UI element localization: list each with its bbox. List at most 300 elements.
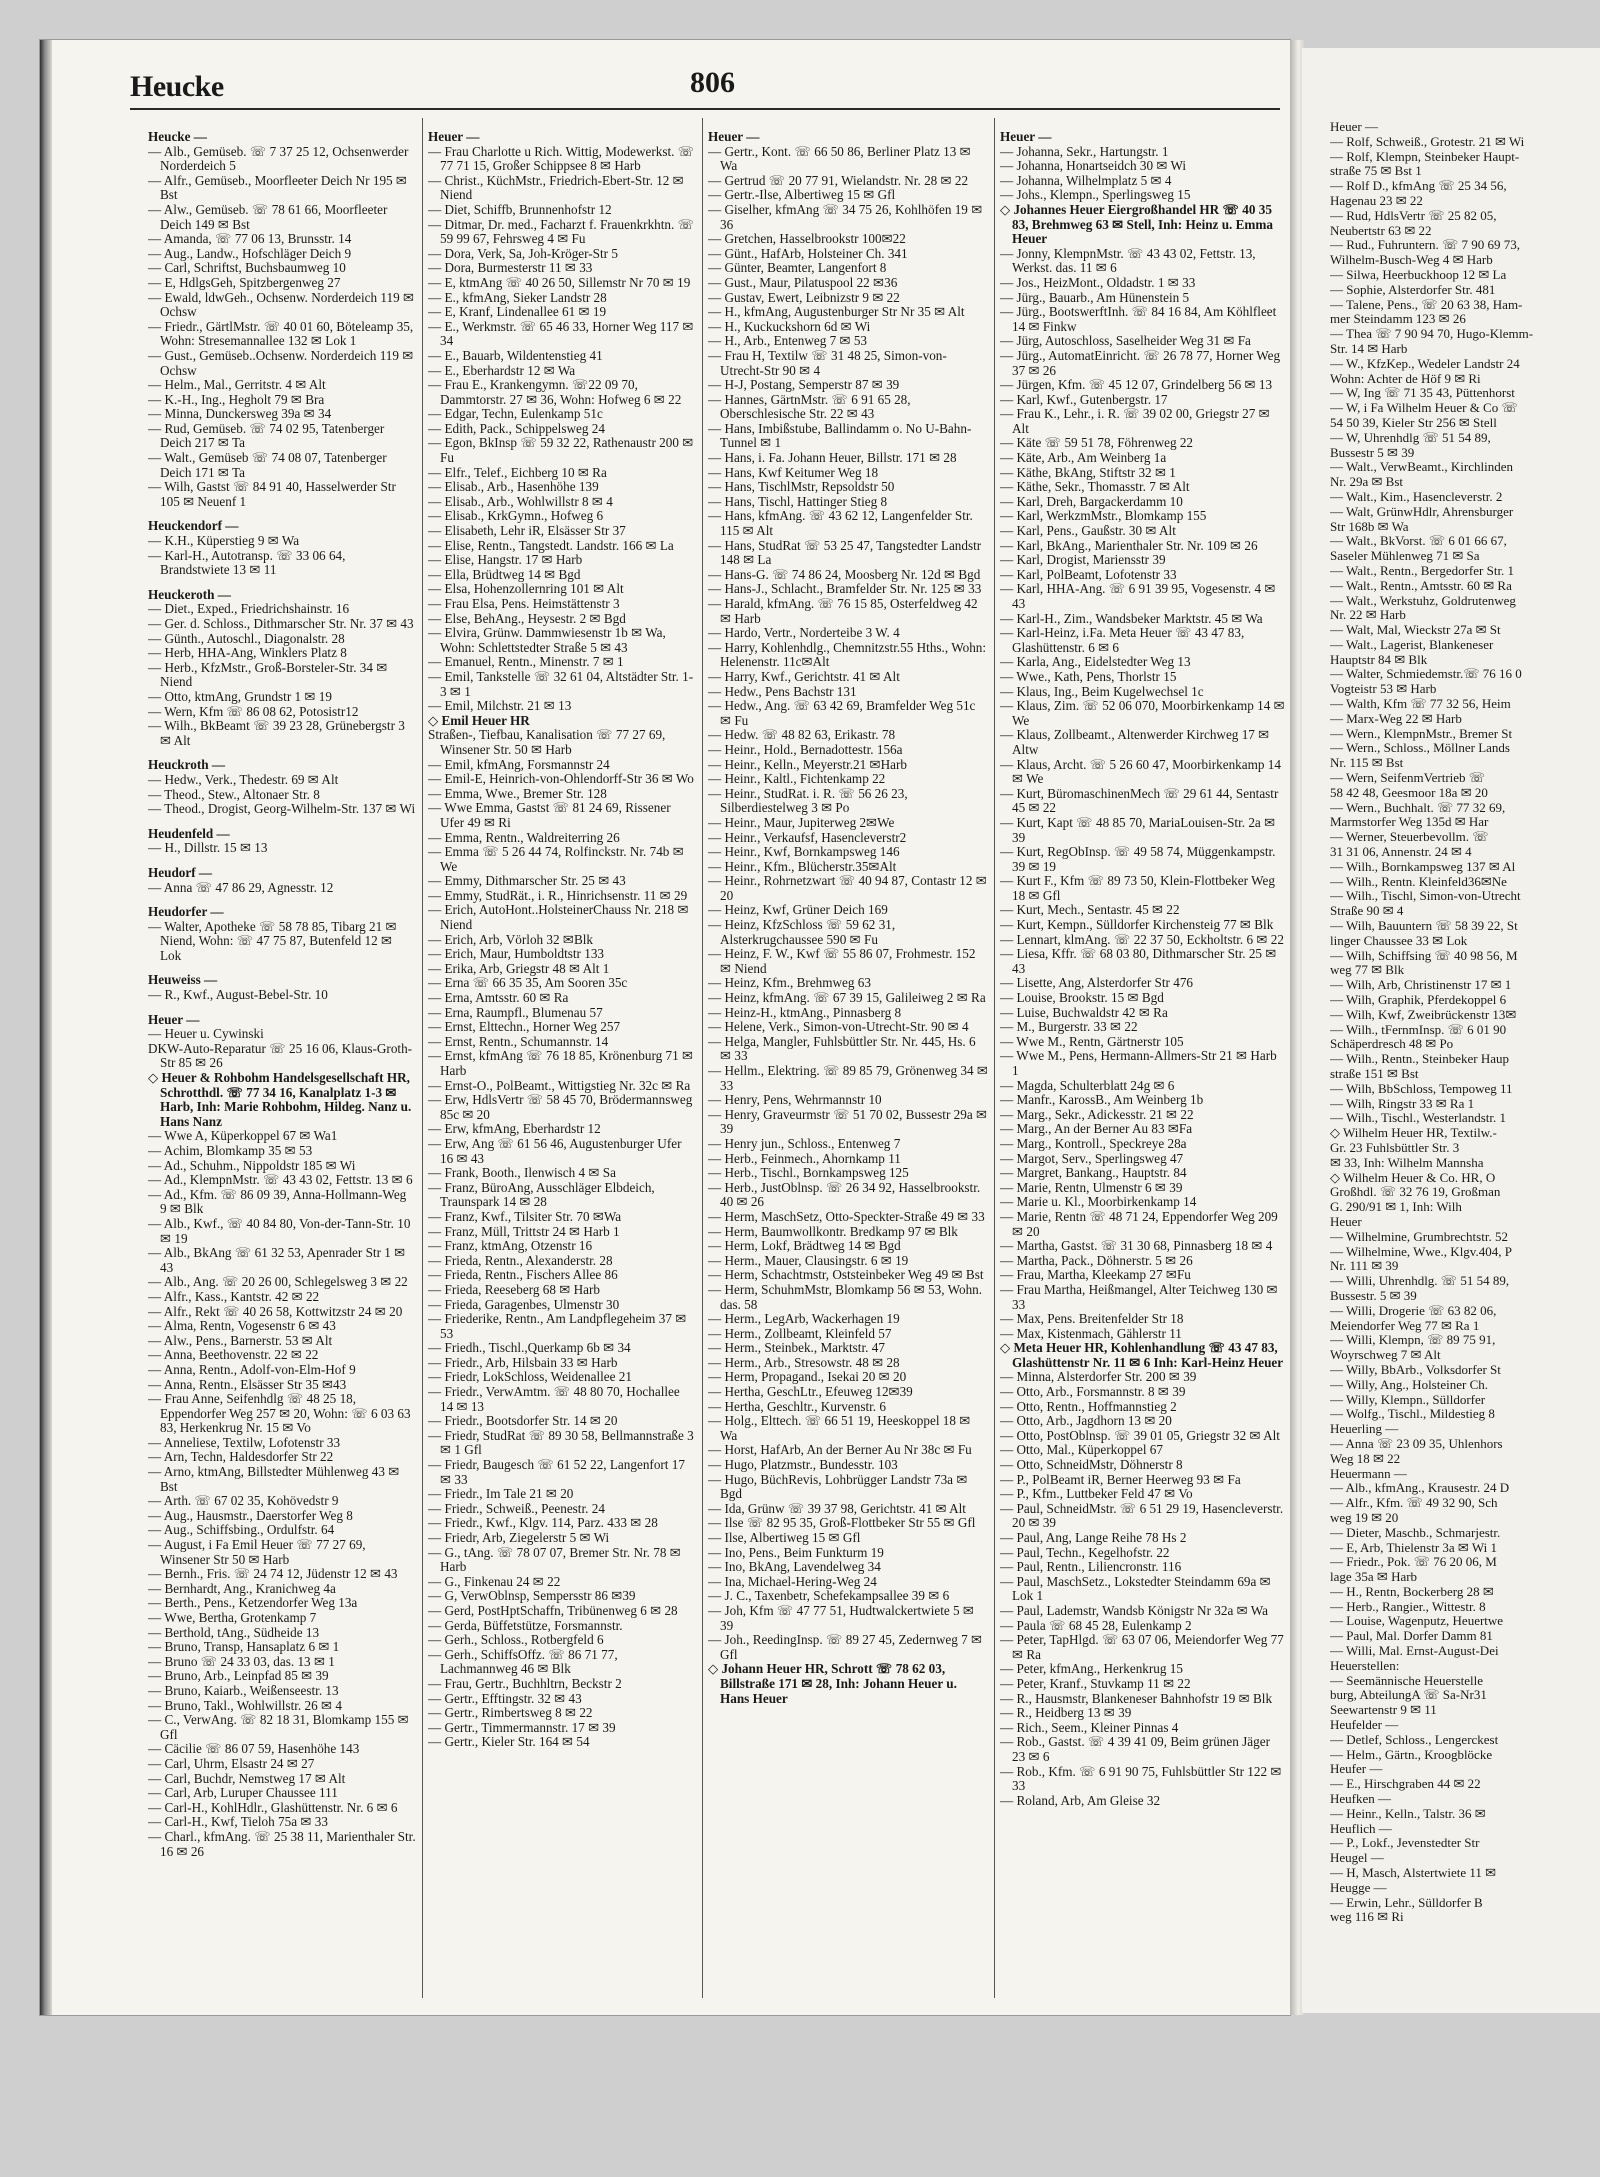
directory-entry: — Elfr., Telef., Eichberg 10 ✉ Ra xyxy=(428,464,607,480)
directory-entry: — Elise, Hangstr. 17 ✉ Harb xyxy=(428,552,583,568)
directory-entry: — Emmy, StudRät., i. R., Hinrichsenstr. 11 ✉ 29 xyxy=(428,887,688,903)
directory-entry: — Wilh., tFernmInsp. ☏ 6 01 90 xyxy=(1330,1021,1507,1037)
directory-entry: — M., Burgerstr. 33 ✉ 22 xyxy=(1000,1019,1138,1035)
directory-entry: Großhdl. ☏ 32 76 19, Großman xyxy=(1330,1184,1501,1200)
directory-entry: — Kurt, Kapt ☏ 48 85 70, MariaLouisen-Str. 2a ✉ 39 xyxy=(1000,814,1276,845)
directory-entry: — Gertr., Efftingstr. 32 ✉ 43 xyxy=(428,1690,582,1706)
page-header xyxy=(130,66,1230,110)
directory-entry: — Heinz, Kfm., Brehmweg 63 xyxy=(708,975,871,991)
directory-entry: — Wwe M., Pens, Hermann-Allmers-Str 21 ✉ Harb 1 xyxy=(1000,1048,1277,1078)
directory-entry: Heufer — xyxy=(1330,1761,1383,1777)
directory-entry: — Heinr., Kfm., Blücherstr.35✉Alt xyxy=(708,858,897,874)
directory-entry: — Ernst, Rentn., Schumannstr. 14 xyxy=(428,1033,609,1049)
directory-entry: — Marg., Sekr., Adickesstr. 21 ✉ 22 xyxy=(1000,1106,1194,1122)
directory-entry: — Achim, Blomkamp 35 ✉ 53 xyxy=(148,1143,313,1158)
directory-entry: — Martha, Gastst. ☏ 31 30 68, Pinnasberg 18 ✉ 4 xyxy=(1000,1238,1273,1254)
directory-entry: — Margret, Bankang., Hauptstr. 84 xyxy=(1000,1165,1187,1181)
directory-entry: Heufken — xyxy=(1330,1791,1392,1807)
directory-entry: — Hannes, GärtnMstr. ☏ 6 91 65 28, Oberschlesische Str. 22 ✉ 43 xyxy=(708,391,911,422)
directory-entry: — Anna ☏ 23 09 35, Uhlenhors xyxy=(1330,1435,1503,1451)
directory-entry: — Bruno ☏ 24 33 03, das. 13 ✉ 1 xyxy=(148,1653,335,1669)
directory-entry: — Diet, Schiffb, Brunnenhofstr 12 xyxy=(428,201,612,217)
directory-entry: Meiendorfer Weg 77 ✉ Ra 1 xyxy=(1330,1317,1480,1333)
directory-entry: — Wilh, Gastst ☏ 84 91 40, Hasselwerder Str 105 ✉ Neuenf 1 xyxy=(148,479,396,509)
directory-entry: Heugel — xyxy=(1330,1850,1384,1866)
directory-entry: — Otto, Arb., Jagdhorn 13 ✉ 20 xyxy=(1000,1413,1172,1429)
directory-entry: — Rud, Gemüseb. ☏ 74 02 95, Tatenberger Deich 217 ✉ Ta xyxy=(148,420,385,451)
directory-entry: — Heinr., Hold., Bernadottestr. 156a xyxy=(708,741,903,757)
directory-entry: — Carl-H., Kwf, Tieloh 75a ✉ 33 xyxy=(148,1814,328,1830)
directory-entry: Heuckroth — xyxy=(148,757,226,773)
directory-entry: — Wern., Schloss., Möllner Lands xyxy=(1330,740,1510,756)
directory-entry: — Heinr., Maur, Jupiterweg 2✉We xyxy=(708,814,895,830)
directory-entry: — Heinz, kfmAng. ☏ 67 39 15, Galileiweg 2 ✉ Ra xyxy=(708,990,986,1006)
directory-entry: — Hans, i. Fa. Johann Heuer, Billstr. 171 ✉ 28 xyxy=(708,450,957,466)
directory-entry: — Aug., Hausmstr., Daerstorfer Weg 8 xyxy=(148,1507,353,1523)
directory-entry: — Henry, Graveurmstr ☏ 51 70 02, Bussestr 29a ✉ 39 xyxy=(708,1106,988,1137)
directory-entry: — Erna ☏ 66 35 35, Am Sooren 35c xyxy=(428,975,628,991)
directory-entry: — Aug., Schiffsbing., Ordulfstr. 64 xyxy=(148,1522,335,1538)
directory-entry: Nr. 29a ✉ Bst xyxy=(1330,474,1404,490)
directory-entry: — Rob., Kfm. ☏ 6 91 90 75, Fuhlsbüttler Str 122 ✉ 33 xyxy=(1000,1763,1282,1794)
directory-entry: — Hans, kfmAng. ☏ 43 62 12, Langenfelder Str. 115 ✉ Alt xyxy=(708,508,973,539)
directory-entry: — E., Bauarb, Wildentenstieg 41 xyxy=(428,347,603,363)
directory-entry: ◇ Wilhelm Heuer & Co. HR, O xyxy=(1330,1169,1496,1185)
directory-entry: — Paul, MaschSetz., Lokstedter Steindamm 69a ✉ Lok 1 xyxy=(1000,1573,1271,1604)
directory-entry: — Rob., Gastst. ☏ 4 39 41 09, Beim grünen Jäger 23 ✉ 6 xyxy=(1000,1734,1270,1764)
directory-entry: — Friedr, Baugesch ☏ 61 52 22, Langenfort 17 ✉ 33 xyxy=(428,1457,685,1487)
directory-entry: Nr. 111 ✉ 39 xyxy=(1330,1258,1399,1274)
directory-entry: — Ad., Schuhm., Nippoldstr 185 ✉ Wi xyxy=(148,1157,356,1173)
directory-entry: — Klaus, Zim. ☏ 52 06 070, Moorbirkenkamp 14 ✉ We xyxy=(1000,698,1285,728)
directory-entry: — Alb., Ang. ☏ 20 26 00, Schlegelsweg 3 ✉ 22 xyxy=(148,1274,408,1290)
directory-entry: — Louise, Wagenputz, Heuertwe xyxy=(1330,1613,1504,1629)
directory-entry: Heucke — xyxy=(148,129,207,144)
directory-entry: Heuckendorf — xyxy=(148,518,239,534)
directory-entry: — Wilh., Rentn. Kleinfeld36✉Ne xyxy=(1330,873,1507,889)
directory-entry: — Franz, Kwf., Tilsiter Str. 70 ✉Wa xyxy=(428,1208,622,1224)
directory-entry: — Paul, SchneidMstr. ☏ 6 51 29 19, Hasencleverstr. 20 ✉ 39 xyxy=(1000,1500,1284,1531)
directory-entry: — Wilhelmine, Wwe., Klgv.404, P xyxy=(1330,1243,1512,1259)
directory-entry: ◇ Heuer & Rohbohm Handelsgesellschaft HR, Schrotthdl. ☏ 77 34 16, Kanalplatz 1-3 ✉ Harb, Inh: Marie Rohbohm, Hildeg. Nanz u. Hans Nanz xyxy=(148,1070,412,1129)
directory-entry: G. 290/91 ✉ 1, Inh: Wilh xyxy=(1330,1199,1462,1215)
directory-entry: — Martha, Pack., Döhnerstr. 5 ✉ 26 xyxy=(1000,1252,1193,1268)
directory-entry: — Rolf, Klempn, Steinbeker Haupt- xyxy=(1330,148,1520,164)
directory-entry: — Horst, HafArb, An der Berner Au Nr 38c ✉ Fu xyxy=(708,1442,972,1458)
directory-entry: — Alw., Gemüseb. ☏ 78 61 66, Moorfleeter Deich 149 ✉ Bst xyxy=(148,201,388,232)
directory-entry: — Carl, Schriftst, Buchsbaumweg 10 xyxy=(148,260,346,276)
directory-entry: — Harald, kfmAng. ☏ 76 15 85, Osterfeldweg 42 ✉ Harb xyxy=(708,596,978,626)
directory-entry: — Wwe., Kath, Pens, Thorlstr 15 xyxy=(1000,668,1177,684)
directory-entry: — Herb., Rangier., Wittestr. 8 xyxy=(1330,1598,1486,1614)
directory-entry: — Kurt, BüromaschinenMech ☏ 29 61 44, Sentastr 45 ✉ 22 xyxy=(1000,785,1279,816)
directory-entry: — Friedr., Pok. ☏ 76 20 06, M xyxy=(1330,1554,1497,1570)
directory-entry: — Karl, BkAng., Marienthaler Str. Nr. 109 ✉ 26 xyxy=(1000,537,1258,553)
directory-entry: — Friedr, Arb, Ziegelerstr 5 ✉ Wi xyxy=(428,1530,610,1545)
directory-entry: — Bruno, Takl., Wohlwillstr. 26 ✉ 4 xyxy=(148,1697,342,1713)
directory-entry: — W, i Fa Wilhelm Heuer & Co ☏ xyxy=(1330,400,1518,416)
directory-entry: — Walt., Werkstuhz, Goldrutenweg xyxy=(1330,592,1516,608)
directory-entry: — Ernst, kfmAng ☏ 76 18 85, Krönenburg 71 ✉ Harb xyxy=(428,1048,694,1078)
directory-entry: — Friederike, Rentn., Am Landpflegeheim 37 ✉ 53 xyxy=(428,1311,687,1341)
directory-entry: — Gertr., Rimbertsweg 8 ✉ 22 xyxy=(428,1705,593,1721)
directory-entry: — H., kfmAng, Augustenburger Str Nr 35 ✉ Alt xyxy=(708,304,965,320)
directory-entry: — P., PolBeamt iR, Berner Heerweg 93 ✉ Fa xyxy=(1000,1471,1241,1487)
directory-entry: — Franz, BüroAng, Ausschläger Elbdeich, Traunspark 14 ✉ 28 xyxy=(428,1179,655,1210)
directory-entry: — Sophie, Alsterdorfer Str. 481 xyxy=(1330,281,1496,297)
directory-entry: weg 116 ✉ Ri xyxy=(1330,1909,1404,1925)
directory-entry: — W, Ing ☏ 71 35 43, Püttenhorst xyxy=(1330,385,1515,401)
directory-entry: — Käte ☏ 59 51 78, Föhrenweg 22 xyxy=(1000,435,1194,451)
directory-entry: — Jürg., AutomatEinricht. ☏ 26 78 77, Horner Weg 37 ✉ 26 xyxy=(1000,347,1281,378)
directory-entry: — Erich, Arb, Vörloh 32 ✉Blk xyxy=(428,931,594,947)
directory-entry: — Alfr., Kass., Kantstr. 42 ✉ 22 xyxy=(148,1288,320,1304)
directory-entry: — Elsa, Hohenzollernring 101 ✉ Alt xyxy=(428,581,624,597)
directory-entry: — Bernh., Fris. ☏ 24 74 12, Jüdenstr 12 ✉ 43 xyxy=(148,1566,398,1582)
directory-entry: — Liesa, Kffr. ☏ 68 03 80, Dithmarscher Str. 25 ✉ 43 xyxy=(1000,946,1277,976)
directory-entry: — Ernst-O., PolBeamt., Wittigstieg Nr. 32c ✉ Ra xyxy=(428,1077,691,1093)
directory-entry: Heuer xyxy=(1330,1213,1362,1229)
directory-column-right-page xyxy=(1330,120,1600,1980)
directory-entry: — Anneliese, Textilw, Lofotenstr 33 xyxy=(148,1434,341,1450)
directory-entry: — Rich., Seem., Kleiner Pinnas 4 xyxy=(1000,1719,1179,1735)
directory-entry: — Elisab., KrkGymn., Hofweg 6 xyxy=(428,508,604,524)
directory-entry: mer Steindamm 123 ✉ 26 xyxy=(1330,311,1466,327)
directory-entry: Marmstorfer Weg 135d ✉ Har xyxy=(1330,814,1489,830)
directory-entry: — Wolfg., Tischl., Mildestieg 8 xyxy=(1330,1406,1495,1422)
directory-entry: — Kurt F., Kfm ☏ 89 73 50, Klein-Flottbeker Weg 18 ✉ Gfl xyxy=(1000,873,1275,903)
directory-column-1 xyxy=(148,120,416,2000)
directory-entry: — Klaus, Archt. ☏ 5 26 60 47, Moorbirkenkamp 14 ✉ We xyxy=(1000,756,1281,787)
directory-entry: — Louise, Brookstr. 15 ✉ Bgd xyxy=(1000,990,1164,1006)
directory-entry: — Gerh., Schloss., Rotbergfeld 6 xyxy=(428,1632,604,1648)
directory-entry: — Frieda, Rentn., Fischers Allee 86 xyxy=(428,1267,618,1283)
directory-entry: — Wilh, Schiffsing ☏ 40 98 56, M xyxy=(1330,947,1518,963)
directory-column-2 xyxy=(428,120,696,2000)
directory-entry: linger Chaussee 33 ✉ Lok xyxy=(1330,932,1468,948)
directory-entry: — Marg., Kontroll., Speckreye 28a xyxy=(1000,1135,1187,1151)
directory-entry: — Willi, Mal. Ernst-August-Dei xyxy=(1330,1643,1499,1659)
directory-entry: — Wilh., Tischl., Westerlandstr. 1 xyxy=(1330,1110,1506,1126)
directory-entry: — Joh., ReedingInsp. ☏ 89 27 45, Zedernweg 7 ✉ Gfl xyxy=(708,1632,983,1662)
directory-entry: — Friedr., Kwf., Klgv. 114, Parz. 433 ✉ 28 xyxy=(428,1515,658,1531)
directory-entry: — Giselher, kfmAng ☏ 34 75 26, Kohlhöfen 19 ✉ 36 xyxy=(708,201,983,232)
directory-entry: — Karl, Dreh, Bargackerdamm 10 xyxy=(1000,493,1183,509)
directory-entry: — Edgar, Techn, Eulenkamp 51c xyxy=(428,406,603,422)
directory-entry: — Heinz, Kwf, Grüner Deich 169 xyxy=(708,902,888,918)
directory-entry: — Luise, Buchwaldstr 42 ✉ Ra xyxy=(1000,1004,1168,1020)
directory-entry: — Ger. d. Schloss., Dithmarscher Str. Nr. 37 ✉ 43 xyxy=(148,616,414,631)
directory-entry: — Marie u. Kl., Moorbirkenkamp 14 xyxy=(1000,1194,1197,1210)
directory-entry: — Rud., Fuhruntern. ☏ 7 90 69 73, xyxy=(1330,237,1520,253)
directory-entry: — Anna, Rentn., Adolf-von-Elm-Hof 9 xyxy=(148,1361,356,1377)
directory-entry: — Karl-H., Zim., Wandsbeker Marktstr. 45 ✉ Wa xyxy=(1000,610,1263,626)
directory-entry: straße 151 ✉ Bst xyxy=(1330,1066,1419,1081)
directory-entry: — E, Kranf, Lindenallee 61 ✉ 19 xyxy=(428,304,607,320)
directory-entry: — Erika, Arb, Griegstr 48 ✉ Alt 1 xyxy=(428,960,610,976)
directory-entry: — Frau E., Krankengymn. ☏22 09 70, Dammtorstr. 27 ✉ 36, Wohn: Hofweg 6 ✉ 22 xyxy=(428,377,682,407)
directory-entry: — Jürg., Bauarb., Am Hünenstein 5 xyxy=(1000,289,1190,305)
directory-entry: Neubertstr 63 ✉ 22 xyxy=(1330,222,1432,238)
directory-entry: — Manfr., KarossB., Am Weinberg 1b xyxy=(1000,1092,1204,1108)
directory-entry: — G., tAng. ☏ 78 07 07, Bremer Str. Nr. 78 ✉ Harb xyxy=(428,1544,681,1575)
directory-entry: — Herb., Tischl., Bornkampsweg 125 xyxy=(708,1165,909,1181)
directory-entry: — Minna, Dunckersweg 39a ✉ 34 xyxy=(148,406,332,422)
directory-entry: — E, ktmAng ☏ 40 26 50, Sillemstr Nr 70 ✉ 19 xyxy=(428,274,691,290)
directory-entry: Heuer — xyxy=(1330,120,1379,134)
directory-entry: — Edith, Pack., Schippelsweg 24 xyxy=(428,420,605,436)
directory-entry: — Wilh, Arb, Christinenstr 17 ✉ 1 xyxy=(1330,977,1512,993)
directory-entry: — Gertr., Kont. ☏ 66 50 86, Berliner Platz 13 ✉ Wa xyxy=(708,143,971,174)
directory-entry: — Erw, kfmAng, Eberhardstr 12 xyxy=(428,1121,601,1137)
directory-entry: — Herm, Lokf, Brädtweg 14 ✉ Bgd xyxy=(708,1238,901,1254)
directory-entry: — Friedr., Bootsdorfer Str. 14 ✉ 20 xyxy=(428,1413,618,1429)
directory-entry: ◇ Emil Heuer HR xyxy=(428,712,530,728)
directory-entry: — Kurt, Mech., Sentastr. 45 ✉ 22 xyxy=(1000,902,1180,918)
directory-entry: — Paul, Mal. Dorfer Damm 81 xyxy=(1330,1628,1493,1644)
directory-entry: — Hugo, BüchRevis, Lohbrügger Landstr 73a ✉ Bgd xyxy=(708,1471,968,1502)
header-rule xyxy=(130,108,1280,110)
directory-entry: — K.H., Küperstieg 9 ✉ Wa xyxy=(148,533,300,549)
directory-entry: — Herm, Propagand., Isekai 20 ✉ 20 xyxy=(708,1369,907,1385)
directory-entry: Heuflich — xyxy=(1330,1820,1392,1836)
directory-entry: Woyrschweg 7 ✉ Alt xyxy=(1330,1347,1441,1363)
directory-entry: — Klaus, Ing., Beim Kugelwechsel 1c xyxy=(1000,683,1204,699)
directory-entry: — Marx-Weg 22 ✉ Harb xyxy=(1330,710,1462,726)
directory-entry: — Herm., Steinbek., Marktstr. 47 xyxy=(708,1340,885,1356)
directory-entry: Hauptstr 84 ✉ Blk xyxy=(1330,651,1428,667)
directory-entry: — Heinr., StudRat. i. R. ☏ 56 26 23, Silberdiestelweg 3 ✉ Po xyxy=(708,785,908,816)
directory-entry: — Carl, Arb, Luruper Chaussee 111 xyxy=(148,1785,338,1801)
directory-entry: — H-J, Postang, Semperstr 87 ✉ 39 xyxy=(708,377,900,393)
directory-entry: — Rolf D., kfmAng ☏ 25 34 56, xyxy=(1330,178,1507,194)
directory-entry: — G, VerwOblnsp, Sempersstr 86 ✉39 xyxy=(428,1588,636,1604)
directory-entry: — R., Kwf., August-Bebel-Str. 10 xyxy=(148,987,328,1003)
directory-entry: — Ella, Brüdtweg 14 ✉ Bgd xyxy=(428,566,581,582)
directory-entry: — Bruno, Transp, Hansaplatz 6 ✉ 1 xyxy=(148,1639,340,1655)
directory-entry: ◇ Johannes Heuer Eiergroßhandel HR ☏ 40 35 83, Brehmweg 63 ✉ Stell, Inh: Heinz u. Emma Heuer xyxy=(1000,201,1274,247)
directory-entry: — Else, BehAng., Heysestr. 2 ✉ Bgd xyxy=(428,610,626,626)
directory-entry: lage 35a ✉ Harb xyxy=(1330,1569,1418,1585)
directory-entry: — Hans, Imbißstube, Ballindamm o. No U-Bahn-Tunnel ✉ 1 xyxy=(708,420,972,451)
directory-entry: — Frau H, Textilw ☏ 31 48 25, Simon-von-Utrecht-Str 90 ✉ 4 xyxy=(708,347,947,378)
directory-entry: — Elvira, Grünw. Dammwiesenstr 1b ✉ Wa, Wohn: Schlettstedter Straße 5 ✉ 43 xyxy=(428,625,666,655)
directory-entry: Heuerstellen: xyxy=(1330,1657,1400,1673)
directory-entry: Straßen-, Tiefbau, Kanalisation ☏ 77 27 69, Winsener Str. 50 ✉ Harb xyxy=(428,727,666,757)
directory-entry: Hagenau 23 ✉ 22 xyxy=(1330,192,1423,208)
directory-entry: — E., Hirschgraben 44 ✉ 22 xyxy=(1330,1776,1481,1792)
directory-entry: — Käte, Arb., Am Weinberg 1a xyxy=(1000,450,1167,466)
directory-entry: — Rud, HdlsVertr ☏ 25 82 05, xyxy=(1330,207,1497,223)
directory-entry: — Gerh., SchiffsOffz. ☏ 86 71 77, Lachmannweg 46 ✉ Blk xyxy=(428,1646,618,1677)
directory-entry: DKW-Auto-Reparatur ☏ 25 16 06, Klaus-Groth-Str 85 ✉ 26 xyxy=(148,1040,413,1071)
directory-entry: — Gertr.-Ilse, Albertiweg 15 ✉ Gfl xyxy=(708,187,896,203)
directory-entry: ✉ 33, Inh: Wilhelm Mannsha xyxy=(1330,1154,1484,1170)
directory-entry: — Ad., Kfm. ☏ 86 09 39, Annа-Hollmann-Weg 9 ✉ Blk xyxy=(148,1186,407,1217)
directory-entry: ◇ Johann Heuer HR, Schrott ☏ 78 62 03, Billstraße 171 ✉ 28, Inh: Johann Heuer u. Hans Heuer xyxy=(708,1661,957,1706)
directory-entry: — Friedr., GärtlMstr. ☏ 40 01 60, Böteleamp 35, Wohn: Stresemannallee 132 ✉ Lok 1 xyxy=(148,318,414,349)
directory-entry: — Johs., Klempn., Sperlingsweg 15 xyxy=(1000,187,1191,203)
directory-entry: — Hertha, GeschLtr., Efeuweg 12✉39 xyxy=(708,1384,913,1400)
directory-entry: — P., Lokf., Jevenstedter Str xyxy=(1330,1835,1480,1851)
directory-entry: — Dora, Burmesterstr 11 ✉ 33 xyxy=(428,260,593,276)
directory-entry: — Herb., KfzMstr., Groß-Borsteler-Str. 34 ✉ Niend xyxy=(148,659,388,690)
directory-entry: — Herm., LegArb, Wackerhagen 19 xyxy=(708,1311,900,1327)
directory-entry: — Herm, Schachtmstr, Oststeinbeker Weg 49 ✉ Bst xyxy=(708,1267,984,1283)
directory-entry: — Wwe A, Küperkoppel 67 ✉ Wa1 xyxy=(148,1128,338,1144)
directory-entry: — Walt., Rentn., Amtsstr. 60 ✉ Ra xyxy=(1330,577,1512,593)
directory-entry: — Wilh, Ringstr 33 ✉ Ra 1 xyxy=(1330,1095,1475,1111)
directory-entry: — Herm., Mauer, Clausingstr. 6 ✉ 19 xyxy=(708,1252,909,1268)
directory-entry: — K.-H., Ing., Hegholt 79 ✉ Bra xyxy=(148,391,325,407)
directory-entry: — Frau K., Lehr., i. R. ☏ 39 02 00, Griegstr 27 ✉ Alt xyxy=(1000,406,1270,436)
directory-entry: — Holg., Elttech. ☏ 66 51 19, Heeskoppel 18 ✉ Wa xyxy=(708,1413,971,1443)
directory-entry: — Hans, StudRat ☏ 53 25 47, Tangstedter Landstr 148 ✉ La xyxy=(708,537,982,568)
directory-entry: — Peter, kfmAng., Herkenkrug 15 xyxy=(1000,1661,1183,1677)
directory-entry: — Helga, Mangler, Fuhlsbüttler Str. Nr. 445, Hs. 6 ✉ 33 xyxy=(708,1033,976,1064)
directory-entry: — Walt., VerwBeamt., Kirchlinden xyxy=(1330,459,1513,475)
directory-entry: Heudorfer — xyxy=(148,904,224,920)
directory-entry: Schäperdresch 48 ✉ Po xyxy=(1330,1036,1454,1052)
directory-entry: — Karl, Kwf., Gutenbergstr. 17 xyxy=(1000,391,1168,407)
directory-entry: — Emma, Wwe., Bremer Str. 128 xyxy=(428,785,607,801)
directory-entry: — Karla, Ang., Eidelstedter Weg 13 xyxy=(1000,654,1191,670)
column-divider xyxy=(422,118,423,1998)
directory-entry: — Herm., Arb., Stresowstr. 48 ✉ 28 xyxy=(708,1354,900,1370)
directory-entry: Str 168b ✉ Wa xyxy=(1330,518,1409,534)
directory-entry: — Paul, Rentn., Liliencronstr. 116 xyxy=(1000,1559,1182,1575)
directory-entry: Heuerling — xyxy=(1330,1421,1399,1437)
directory-entry: — Herm., Zollbeamt, Kleinfeld 57 xyxy=(708,1325,892,1341)
directory-entry: Wohn: Achter de Höf 9 ✉ Ri xyxy=(1330,370,1481,386)
directory-entry: — Alma, Rentn, Vogesenstr 6 ✉ 43 xyxy=(148,1318,336,1334)
directory-entry: Straße 90 ✉ 4 xyxy=(1330,903,1404,919)
directory-entry: — R., Hausmstr, Blankeneser Bahnhofstr 19 ✉ Blk xyxy=(1000,1690,1273,1706)
directory-entry: — Heuer u. Cywinski xyxy=(148,1026,264,1042)
directory-entry: — Frieda, Garagenbes, Ulmenstr 30 xyxy=(428,1296,620,1312)
directory-entry: — Herm, MaschSetz, Otto-Speckter-Straße 49 ✉ 33 xyxy=(708,1208,985,1224)
directory-entry: Heuckeroth — xyxy=(148,586,231,602)
directory-entry: — Günter, Beamter, Langenfort 8 xyxy=(708,260,887,276)
directory-column-3 xyxy=(708,120,988,2000)
directory-entry: — Marie, Rentn ☏ 48 71 24, Eppendorfer Weg 209 ✉ 20 xyxy=(1000,1208,1278,1239)
directory-entry: — Otto, PostOblnsp. ☏ 39 01 05, Griegstr 32 ✉ Alt xyxy=(1000,1427,1280,1443)
directory-entry: — Franz, Müll, Trittstr 24 ✉ Harb 1 xyxy=(428,1223,620,1239)
directory-entry: — Willi, Uhrenhdlg. ☏ 51 54 89, xyxy=(1330,1273,1510,1289)
directory-entry: Heuer — xyxy=(428,129,480,144)
directory-entry: — Wwe, Bertha, Grotenkamp 7 xyxy=(148,1610,317,1625)
directory-entry: — Carl-H., KohlHdlr., Glashüttenstr. Nr. 6 ✉ 6 xyxy=(148,1799,398,1815)
directory-entry: — Gustav, Ewert, Leibnizstr 9 ✉ 22 xyxy=(708,289,900,305)
directory-entry: — Otto, SchneidMstr, Döhnerstr 8 xyxy=(1000,1457,1183,1473)
directory-entry: — Christ., KüchMstr., Friedrich-Ebert-Str. 12 ✉ Niend xyxy=(428,172,684,203)
directory-entry: — Harry, Kwf., Gerichtstr. 41 ✉ Alt xyxy=(708,668,900,684)
directory-entry: — Ino, Pens., Beim Funkturm 19 xyxy=(708,1544,884,1560)
directory-entry: — H., Rentn, Bockerberg 28 ✉ xyxy=(1330,1583,1494,1599)
running-head: Heucke xyxy=(130,70,224,103)
directory-entry: — Theod., Drogist, Georg-Wilhelm-Str. 137 ✉ Wi xyxy=(148,801,416,817)
directory-entry: — Marg., An der Berner Au 83 ✉Fa xyxy=(1000,1121,1193,1137)
directory-entry: — Magda, Schulterblatt 24g ✉ 6 xyxy=(1000,1077,1175,1093)
directory-entry: — Walt., Lagerist, Blankeneser xyxy=(1330,636,1494,652)
directory-entry: — Gust., Maur, Pilatuspool 22 ✉36 xyxy=(708,274,898,290)
directory-entry: — Erw, HdlsVertr ☏ 58 45 70, Brödermannsweg 85c ✉ 20 xyxy=(428,1092,693,1122)
directory-entry: — Wilh., Rentn., Steinbeker Haup xyxy=(1330,1051,1510,1067)
directory-entry: — Karl, Drogist, Mariensstr 39 xyxy=(1000,552,1166,568)
directory-entry: — Willy, BbArb., Volksdorfer St xyxy=(1330,1361,1501,1377)
directory-entry: — Elisab., Arb., Wohlwillstr 8 ✉ 4 xyxy=(428,493,613,509)
directory-entry: straße 75 ✉ Bst 1 xyxy=(1330,163,1422,179)
directory-entry: — Heinr., Rohrnetzwart ☏ 40 94 87, Contastr 12 ✉ 20 xyxy=(708,873,987,903)
directory-entry: — Silwa, Heerbuckhoop 12 ✉ La xyxy=(1330,266,1507,282)
directory-entry: ◇ Wilhelm Heuer HR, Textilw.- xyxy=(1330,1125,1497,1141)
directory-entry: — Hans-G. ☏ 74 86 24, Moosberg Nr. 12d ✉ Bgd xyxy=(708,566,981,582)
directory-entry: Heufelder — xyxy=(1330,1717,1399,1733)
directory-entry: — Anna, Rentn., Elsässer Str 35 ✉43 xyxy=(148,1376,347,1392)
directory-entry: — Hardo, Vertr., Norderteibe 3 W. 4 xyxy=(708,625,900,641)
directory-entry: — Emil, Tankstelle ☏ 32 61 04, Altstädter Str. 1-3 ✉ 1 xyxy=(428,668,694,699)
directory-entry: — H., Kuckuckshorn 6d ✉ Wi xyxy=(708,318,871,334)
directory-entry: — Wern., KlempnMstr., Bremer St xyxy=(1330,725,1513,741)
directory-entry: — Gerd, PostHptSchaffn, Tribünenweg 6 ✉ 28 xyxy=(428,1602,678,1618)
directory-entry: — Johanna, Wilhelmplatz 5 ✉ 4 xyxy=(1000,172,1172,188)
directory-entry: — Jürg, Autoschloss, Saselheider Weg 31 ✉ Fa xyxy=(1000,333,1251,349)
directory-entry: — Hedw. ☏ 48 82 63, Erikastr. 78 xyxy=(708,727,896,743)
directory-entry: — Joh, Kfm ☏ 47 77 51, Hudtwalckertwiete 5 ✉ 39 xyxy=(708,1602,974,1633)
directory-entry: — Frank, Booth., Ilenwisch 4 ✉ Sa xyxy=(428,1165,616,1181)
page-number: 806 xyxy=(690,66,735,99)
directory-entry: Saseler Mühlenweg 71 ✉ Sa xyxy=(1330,548,1480,564)
directory-entry: — Rolf, Schweiß., Grotestr. 21 ✉ Wi xyxy=(1330,133,1525,149)
directory-entry: — Franz, ktmAng, Otzenstr 16 xyxy=(428,1238,593,1254)
directory-entry: — Emma, Rentn., Waldreiterring 26 xyxy=(428,829,620,845)
directory-entry: — Frieda, Rentn., Alexanderstr. 28 xyxy=(428,1252,613,1268)
directory-entry: — Emanuel, Rentn., Minenstr. 7 ✉ 1 xyxy=(428,654,624,670)
directory-entry: — Kurt, RegObInsp. ☏ 49 58 74, Müggenkampstr. 39 ✉ 19 xyxy=(1000,844,1276,874)
directory-entry: — Paul, Lademstr, Wandsb Königstr Nr 32a ✉ Wa xyxy=(1000,1602,1268,1618)
directory-entry: — Wwe M., Rentn, Gärtnerstr 105 xyxy=(1000,1033,1184,1049)
directory-entry: — Roland, Arb, Am Gleise 32 xyxy=(1000,1792,1161,1808)
directory-entry: — Erw, Ang ☏ 61 56 46, Augustenburger Ufer 16 ✉ 43 xyxy=(428,1135,682,1166)
directory-entry: — Wilh., Tischl, Simon-von-Utrecht xyxy=(1330,888,1521,904)
directory-entry: — Alfr., Kfm. ☏ 49 32 90, Sch xyxy=(1330,1495,1498,1511)
directory-entry: — Heinr., Verkaufsf, Hasencleverstr2 xyxy=(708,829,907,845)
directory-entry: — Erna, Raumpfl., Blumenau 57 xyxy=(428,1004,603,1020)
directory-entry: — Emil-E, Heinrich-von-Ohlendorff-Str 36 ✉ Wo xyxy=(428,771,694,787)
directory-entry: — Herm, Baumwollkontr. Bredkamp 97 ✉ Blk xyxy=(708,1223,958,1239)
directory-entry: — Harry, Kohlenhdlg., Chemnitzstr.55 Hths., Wohn: Helenenstr. 11c✉Alt xyxy=(708,639,987,670)
directory-entry: — Kurt, Kempn., Sülldorfer Kirchensteig 77 ✉ Blk xyxy=(1000,917,1274,933)
directory-entry: — Ilse ☏ 82 95 35, Groß-Flottbeker Str 55 ✉ Gfl xyxy=(708,1515,976,1531)
directory-entry: — Dieter, Maschb., Schmarjestr. xyxy=(1330,1524,1501,1540)
directory-entry: — Charl., kfmAng. ☏ 25 38 11, Marienthaler Str. 16 ✉ 26 xyxy=(148,1828,416,1859)
directory-entry: — Ewald, ldwGeh., Ochsenw. Norderdeich 119 ✉ Ochsw xyxy=(148,289,415,320)
directory-entry: — Talene, Pens., ☏ 20 63 38, Ham- xyxy=(1330,296,1523,312)
directory-entry: — Cäcilie ☏ 86 07 59, Hasenhöhe 143 xyxy=(148,1741,360,1757)
directory-entry: — Heinr., Kwf, Bornkampsweg 146 xyxy=(708,844,900,860)
directory-entry: — Wilh, BbSchloss, Tempoweg 11 xyxy=(1330,1080,1513,1096)
directory-entry: — Carl, Buchdr, Nemstweg 17 ✉ Alt xyxy=(148,1770,346,1786)
directory-entry: Heuer — xyxy=(1000,129,1052,144)
directory-entry: — Karl-H., Autotransp. ☏ 33 06 64, Brandstwiete 13 ✉ 11 xyxy=(148,547,346,578)
directory-entry: — Alb., Kwf., ☏ 40 84 80, Von-der-Tann-Str. 10 ✉ 19 xyxy=(148,1215,411,1246)
directory-entry: — Willy, Klempn., Sülldorfer xyxy=(1330,1391,1486,1407)
directory-entry: — Frau Charlotte u Rich. Wittig, Modewerkst. ☏ 77 71 15, Großer Schippsee 8 ✉ Harb xyxy=(428,143,695,174)
directory-entry: — Paula ☏ 68 45 28, Eulenkamp 2 xyxy=(1000,1617,1192,1633)
directory-entry: — Erna, Amtsstr. 60 ✉ Ra xyxy=(428,990,569,1006)
directory-entry: — Peter, Kranf., Stuvkamp 11 ✉ 22 xyxy=(1000,1675,1191,1691)
directory-entry: — Alb., kfmAng., Krausestr. 24 D xyxy=(1330,1480,1510,1496)
